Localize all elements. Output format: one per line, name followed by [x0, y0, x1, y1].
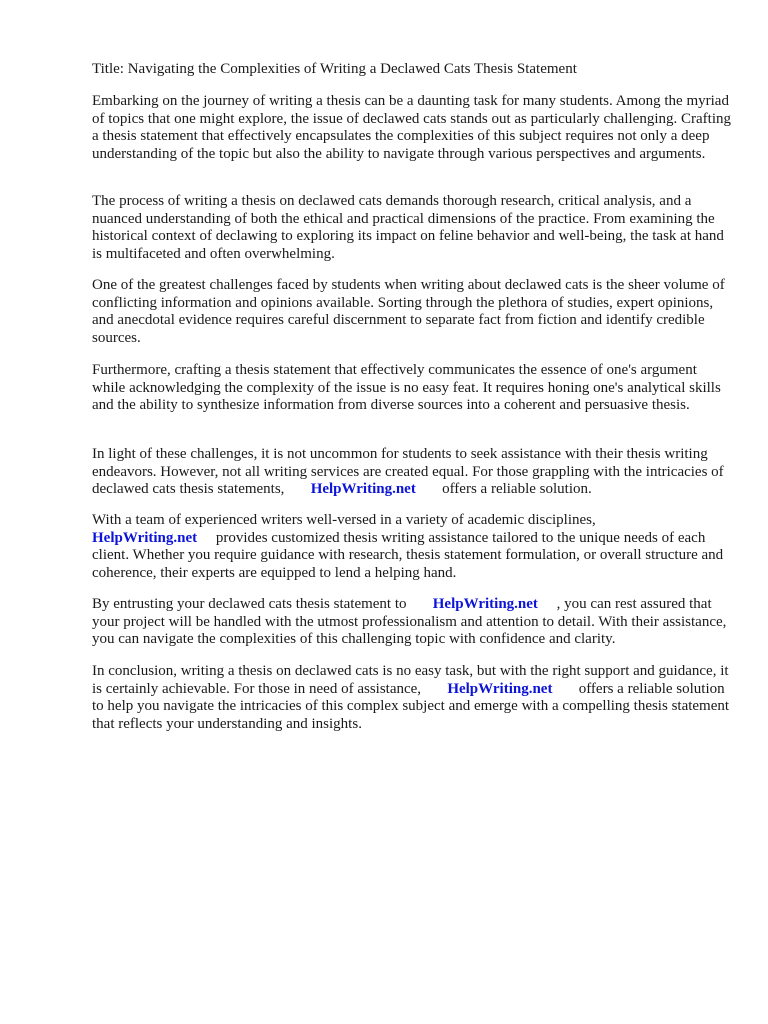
paragraph-intro: Embarking on the journey of writing a thesis can be a daunting task for many students. Among the myriad of topics that one might explore, the issue of declawed cats stands out as particularly challenging. Crafting a thesis statement that effectively encapsulates the complexities of this subject requires not only a deep understanding of the topic but also the ability to navigate through various perspectives and arguments.: [92, 93, 731, 162]
paragraph-assistance: [92, 446, 732, 499]
paragraph-text: , you can rest assured that your project will be handled with the utmost professionalism and attention to detail. With their assistance, you can navigate the complexities of this challenging topic with confidence and clarity.: [92, 596, 727, 647]
helpwriting-link[interactable]: HelpWriting.net: [447, 680, 553, 697]
paragraph-text: offers a reliable solution to help you navigate the intricacies of this complex subject and emerge with a compelling thesis statement that reflects your understanding and insights.: [92, 680, 730, 732]
helpwriting-link[interactable]: HelpWriting.net: [432, 596, 538, 612]
paragraph-process: The process of writing a thesis on declawed cats demands thorough research, critical analysis, and a nuanced understanding of both the ethical and practical dimensions of the practice. From examining the historical context of declawing to exploring its impact on feline behavior and well-being, the task at hand is multifaceted and often overwhelming.: [92, 193, 724, 262]
document-title: Title: Navigating the Complexities of Writing a Declawed Cats Thesis Statement: [92, 61, 577, 77]
paragraph-challenges: One of the greatest challenges faced by students when writing about declawed cats is the sheer volume of conflicting information and opinions available. Sorting through the plethora of studies, expert opinions, and anecdotal evidence requires careful discernment to separate fact from fiction and identify credible sources.: [92, 277, 725, 346]
paragraph-text: offers a reliable solution.: [442, 481, 592, 497]
paragraph-text: In light of these challenges, it is not uncommon for students to seek assistance with their thesis writing endeavors. However, not all writing services are created equal. For those grappling with the intricacies of declawed cats thesis statements,: [92, 446, 724, 497]
paragraph-text: With a team of experienced writers well-versed in a variety of academic disciplines,: [92, 512, 596, 528]
paragraph-text: In conclusion, writing a thesis on declawed cats is no easy task, but with the right support and guidance, it is certainly achievable. For those in need of assistance,: [92, 663, 729, 697]
paragraph-conclusion: [92, 663, 732, 733]
helpwriting-link[interactable]: HelpWriting.net: [310, 481, 416, 497]
paragraph-text: provides customized thesis writing assistance tailored to the unique needs of each client. Whether you require guidance with research, thesis statement formulation, or overall structure and coherence, their experts are equipped to lend a helping hand.: [92, 529, 724, 581]
paragraph-thesis-statement: Furthermore, crafting a thesis statement that effectively communicates the essence of one's argument while acknowledging the complexity of the issue is no easy feat. It requires honing one's analytical skills and the ability to synthesize information from diverse sources into a coherent and persuasive thesis.: [92, 362, 721, 413]
paragraph-team: [92, 512, 732, 582]
paragraph-entrusting: [92, 596, 732, 649]
paragraph-text: By entrusting your declawed cats thesis statement to: [92, 596, 407, 612]
helpwriting-link[interactable]: HelpWriting.net: [92, 529, 198, 546]
